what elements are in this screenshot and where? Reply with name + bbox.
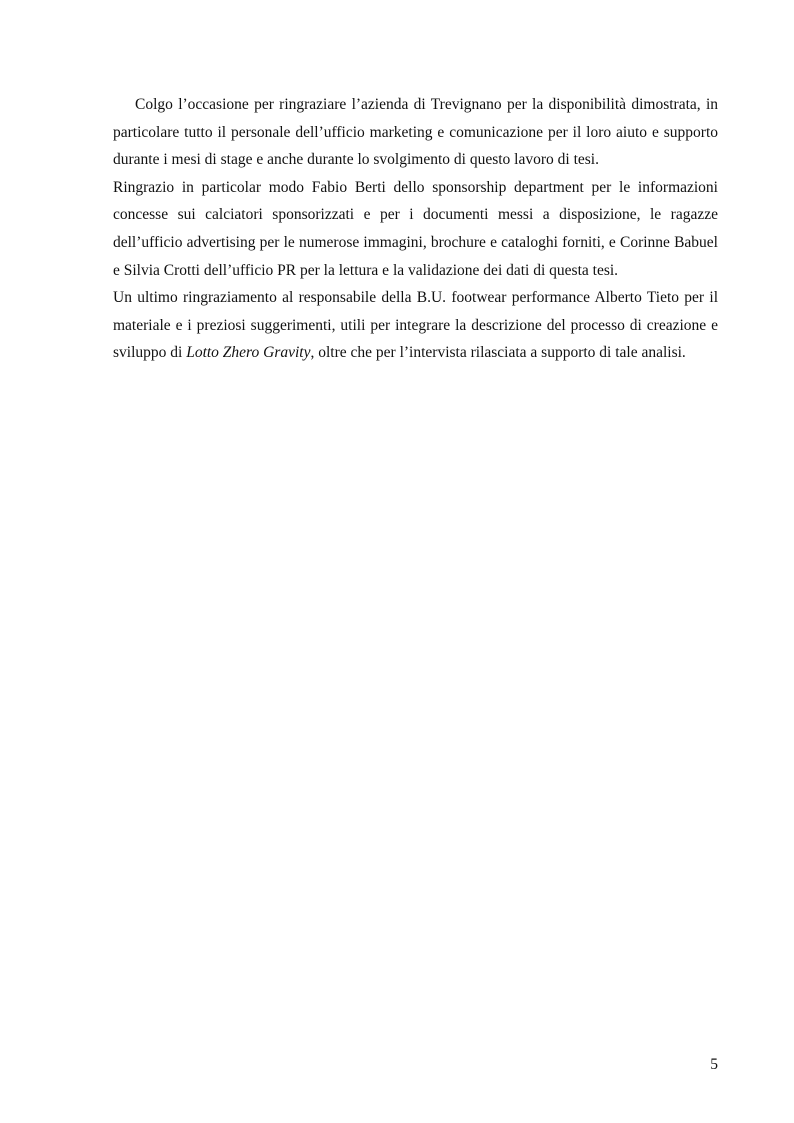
paragraph: Colgo l’occasione per ringraziare l’azienda di Trevignano per la disponibilità dimostrata, in particolare tutto il personale dell’ufficio marketing e comunicazione per il loro aiuto e supporto durante i mesi di stage e anche durante lo svolgimento di questo lavoro di tesi. [113, 96, 718, 169]
paragraph-text: Un ultimo ringraziamento al responsabile della B.U. footwear performance Alberto Tieto per il materiale e i preziosi suggerimenti, utili per integrare la descrizione del processo di creazione e sviluppo di [113, 289, 718, 362]
product-name-italic: Lotto Zhero Gravity [186, 344, 311, 362]
paragraph-text: , oltre che per l’intervista rilasciata a supporto di tale analisi. [310, 344, 686, 362]
paragraph [113, 284, 718, 367]
body-text [113, 91, 718, 367]
page-number: 5 [710, 1056, 718, 1073]
paragraph: Ringrazio in particolar modo Fabio Berti dello sponsorship department per le informazioni concesse sui calciatori sponsorizzati e per i documenti messi a disposizione, le ragazze dell’ufficio advertising per le numerose immagini, brochure e cataloghi forniti, e Corinne Babuel e Silvia Crotti dell’ufficio PR per la lettura e la validazione dei dati di questa tesi. [113, 178, 718, 279]
